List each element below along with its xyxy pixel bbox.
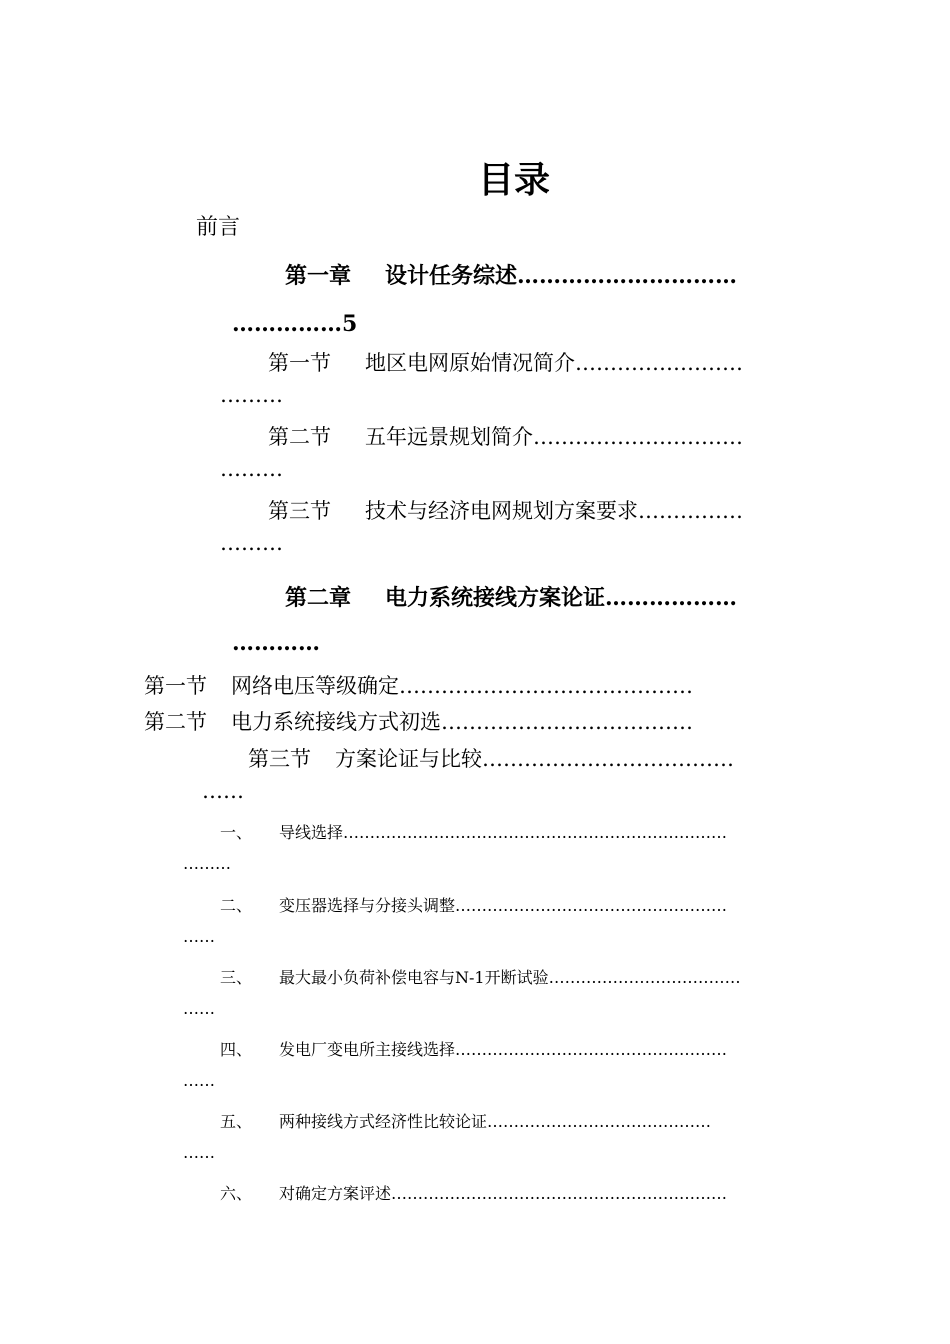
section-number: 第二节: [268, 425, 331, 449]
toc-item: [220, 820, 727, 843]
toc-item: [220, 965, 741, 988]
leader-dots: ……………………………………………: [455, 1040, 728, 1059]
item-number: 二、: [220, 896, 253, 915]
leader-dots: ……………: [638, 499, 743, 523]
leader-dots: ……………………………………: [399, 674, 693, 698]
section-title: 五年远景规划简介: [365, 425, 533, 449]
leader-dots: ………………………………: [548, 968, 741, 987]
toc-section-continuation: ………: [220, 383, 283, 407]
leader-dots: ………………: [605, 585, 738, 611]
chapter-number: 第一章: [285, 263, 352, 289]
leader-dots: …………………………: [517, 263, 738, 289]
item-title: 最大最小负荷补偿电容与N-1开断试验: [279, 968, 549, 987]
leader-dots: ………………………………: [441, 710, 693, 734]
leader-dots: ……………………: [575, 351, 743, 375]
item-title: 发电厂变电所主接线选择: [279, 1040, 456, 1059]
section-title: 网络电压等级确定: [231, 674, 399, 698]
section-number: 第三节: [268, 499, 331, 523]
toc-item-continuation: ……: [183, 1071, 215, 1090]
toc-item: [220, 1037, 727, 1060]
toc-section: [268, 495, 743, 525]
toc-chapter-1-continuation: ……………5: [232, 311, 358, 337]
section-title: 地区电网原始情况简介: [365, 351, 575, 375]
toc-section: [248, 743, 734, 773]
chapter-number: 第二章: [285, 585, 352, 611]
item-title: 对确定方案评述: [279, 1184, 392, 1203]
item-number: 三、: [220, 968, 253, 987]
section-number: 第一节: [268, 351, 331, 375]
toc-preface: 前言: [196, 215, 241, 240]
section-title: 技术与经济电网规划方案要求: [365, 499, 638, 523]
chapter-title: 电力系统接线方案论证: [385, 585, 606, 611]
toc-section-continuation: ………: [220, 531, 283, 555]
section-number: 第一节: [144, 674, 207, 698]
item-title: 两种接线方式经济性比较论证: [279, 1112, 488, 1131]
item-title: 变压器选择与分接头调整: [279, 896, 456, 915]
toc-chapter-2-continuation: …………: [232, 630, 320, 656]
toc-chapter-2: [285, 581, 737, 612]
toc-section: [268, 347, 743, 377]
item-number: 五、: [220, 1112, 253, 1131]
section-title: 方案论证与比较: [335, 747, 482, 771]
toc-section: [268, 421, 743, 451]
toc-section-continuation: ……: [202, 779, 244, 803]
toc-section-continuation: ………: [220, 457, 283, 481]
leader-dots: …………………………: [533, 425, 743, 449]
toc-item-continuation: ……: [183, 927, 215, 946]
toc-item-continuation: ………: [183, 854, 231, 873]
page-title: 目录: [478, 159, 551, 201]
toc-item: [220, 1181, 727, 1204]
section-number: 第二节: [144, 710, 207, 734]
toc-chapter-1: [285, 259, 737, 290]
toc-item: [220, 1109, 711, 1132]
toc-item-continuation: ……: [183, 999, 215, 1018]
leader-dots: ………………………………………………………………: [343, 823, 728, 842]
chapter-title: 设计任务综述: [385, 263, 518, 289]
toc-section: [144, 706, 693, 736]
item-number: 四、: [220, 1040, 253, 1059]
item-title: 导线选择: [279, 823, 344, 842]
toc-section: [144, 670, 693, 700]
leader-dots: ……………………………………: [487, 1112, 712, 1131]
toc-item: [220, 893, 727, 916]
leader-dots: ………………………………: [482, 747, 734, 771]
section-number: 第三节: [248, 747, 311, 771]
section-title: 电力系统接线方式初选: [231, 710, 441, 734]
item-number: 一、: [220, 823, 253, 842]
toc-item-continuation: ……: [183, 1143, 215, 1162]
leader-dots: ………………………………………………………: [391, 1184, 728, 1203]
item-number: 六、: [220, 1184, 253, 1203]
leader-dots: ……………………………………………: [455, 896, 728, 915]
